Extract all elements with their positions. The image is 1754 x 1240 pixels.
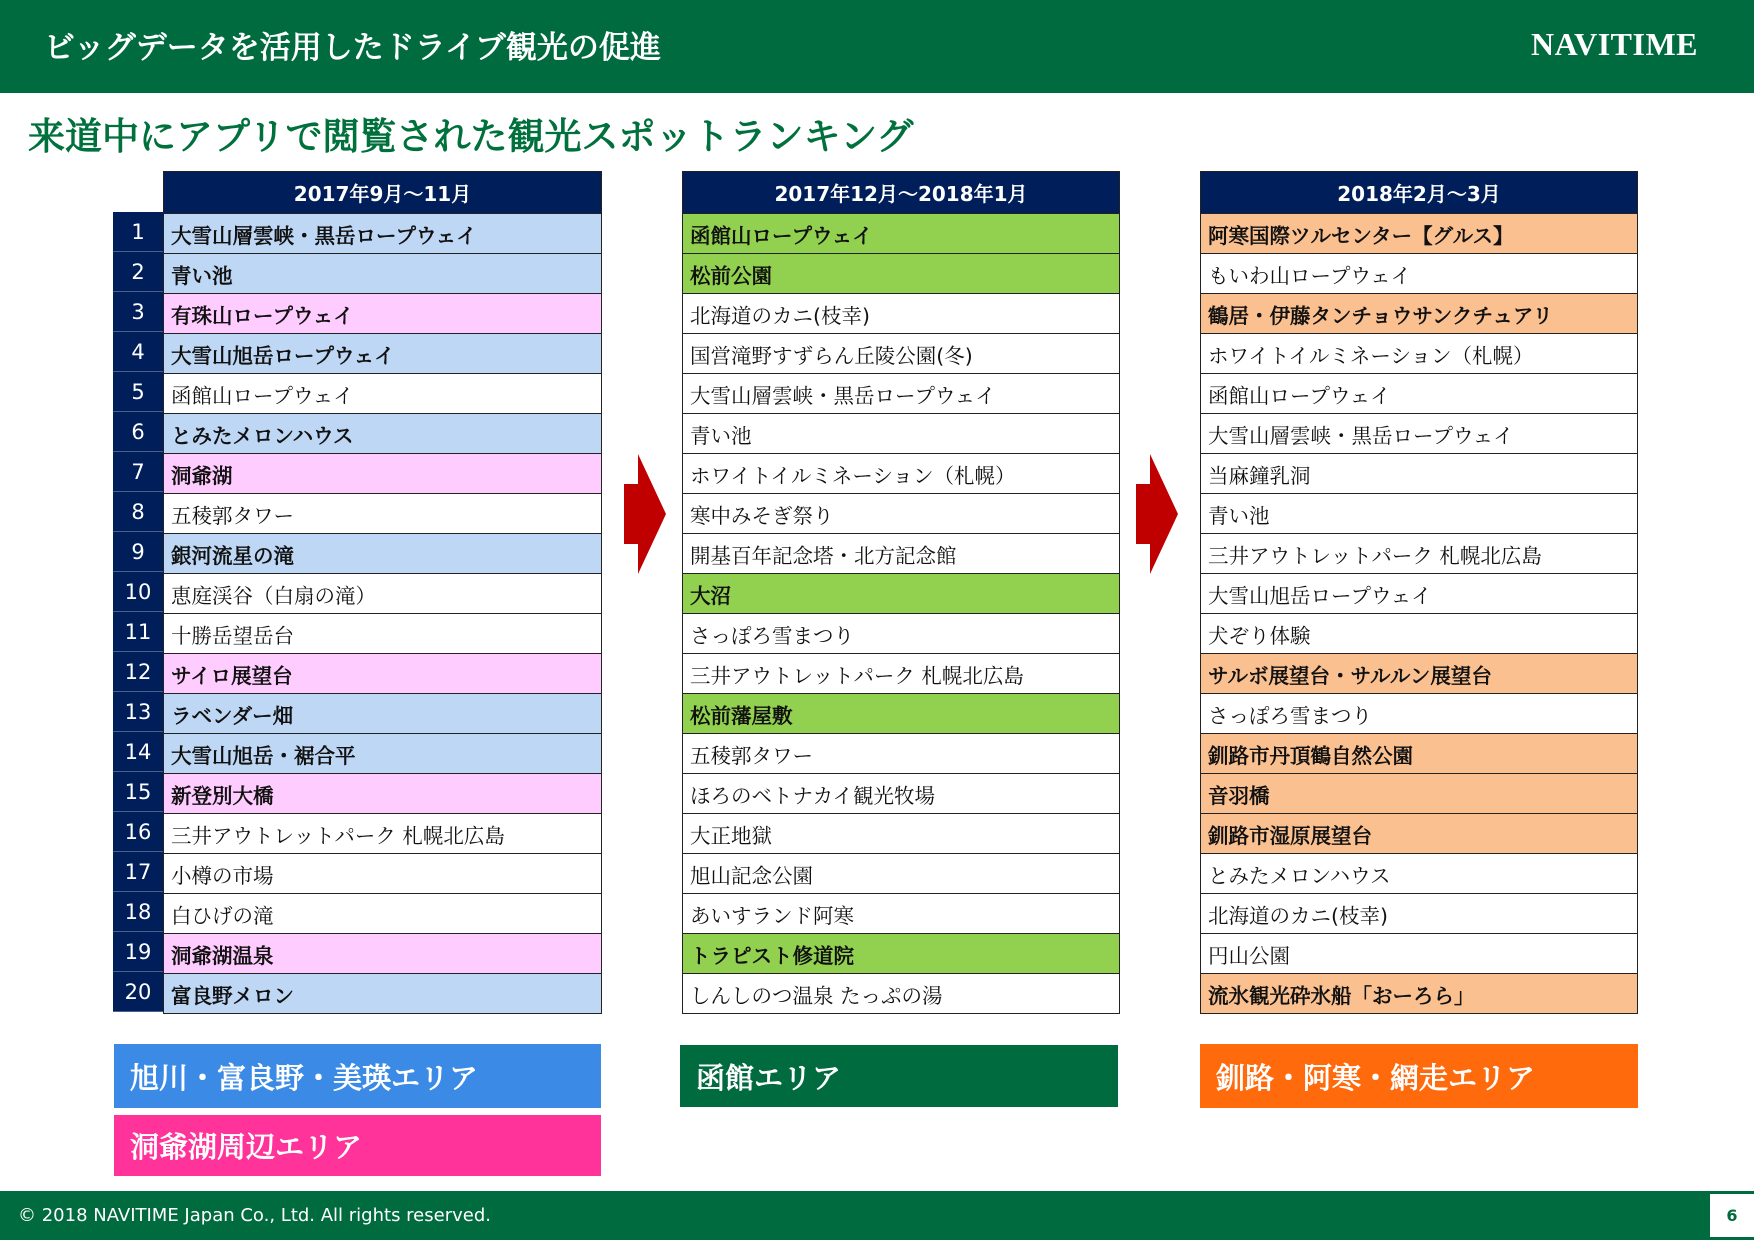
table-row: 有珠山ロープウェイ (164, 293, 601, 333)
rank-number: 15 (113, 772, 163, 812)
rank-number: 2 (113, 252, 163, 292)
rank-number: 4 (113, 332, 163, 372)
table-row: トラピスト修道院 (683, 933, 1119, 973)
rank-number: 14 (113, 732, 163, 772)
table-row: 恵庭渓谷（白扇の滝） (164, 573, 601, 613)
table-row: あいすランド阿寒 (683, 893, 1119, 933)
legend-kushiro-area: 釧路・阿寒・網走エリア (1200, 1044, 1638, 1108)
table-row: 三井アウトレットパーク 札幌北広島 (683, 653, 1119, 693)
table-row: 流氷観光砕氷船「おーろら」 (1201, 973, 1637, 1013)
ranking-table-2017-autumn (163, 171, 602, 1014)
table-row: 小樽の市場 (164, 853, 601, 893)
legend-toya-area: 洞爺湖周辺エリア (114, 1115, 601, 1176)
table-row: とみたメロンハウス (164, 413, 601, 453)
table-row: 犬ぞり体験 (1201, 613, 1637, 653)
table-row: 大雪山旭岳ロープウェイ (164, 333, 601, 373)
table-row: さっぽろ雪まつり (683, 613, 1119, 653)
header-bar (0, 0, 1754, 93)
table-row: 大雪山層雲峡・黒岳ロープウェイ (164, 213, 601, 253)
rank-number: 11 (113, 612, 163, 652)
table-period-header: 2017年9月～11月 (164, 172, 601, 213)
rank-column (113, 212, 163, 1012)
table-row: 北海道のカニ(枝幸) (1201, 893, 1637, 933)
table-row: 音羽橋 (1201, 773, 1637, 813)
rank-number: 1 (113, 212, 163, 252)
table-row: 函館山ロープウェイ (1201, 373, 1637, 413)
right-arrow-icon (1136, 454, 1178, 574)
table-period-header: 2017年12月～2018年1月 (683, 172, 1119, 213)
ranking-table-2018-spring (1200, 171, 1638, 1014)
table-row: ラベンダー畑 (164, 693, 601, 733)
table-row: 大雪山旭岳・裾合平 (164, 733, 601, 773)
table-row: 青い池 (1201, 493, 1637, 533)
table-row: 旭山記念公園 (683, 853, 1119, 893)
footer-bar (0, 1191, 1754, 1240)
navitime-logo: NAVITIME (1531, 26, 1698, 62)
section-subtitle: 来道中にアプリで閲覧された観光スポットランキング (28, 115, 914, 158)
page-title: ビッグデータを活用したドライブ観光の促進 (44, 30, 661, 66)
table-row: 三井アウトレットパーク 札幌北広島 (164, 813, 601, 853)
table-row: 松前藩屋敷 (683, 693, 1119, 733)
table-row: 白ひげの滝 (164, 893, 601, 933)
table-row: 新登別大橋 (164, 773, 601, 813)
table-row: 富良野メロン (164, 973, 601, 1013)
table-row: 青い池 (683, 413, 1119, 453)
table-row: 国営滝野すずらん丘陵公園(冬) (683, 333, 1119, 373)
table-row: 松前公園 (683, 253, 1119, 293)
table-row: 洞爺湖 (164, 453, 601, 493)
table-row: 大雪山層雲峡・黒岳ロープウェイ (1201, 413, 1637, 453)
rank-number: 6 (113, 412, 163, 452)
table-row: 銀河流星の滝 (164, 533, 601, 573)
rank-number: 10 (113, 572, 163, 612)
legend-hakodate-area: 函館エリア (680, 1045, 1118, 1107)
table-rows (1201, 213, 1637, 1013)
table-row: 開基百年記念塔・北方記念館 (683, 533, 1119, 573)
table-row: 阿寒国際ツルセンター【グルス】 (1201, 213, 1637, 253)
table-row: ほろのベトナカイ観光牧場 (683, 773, 1119, 813)
rank-number: 13 (113, 692, 163, 732)
table-row: とみたメロンハウス (1201, 853, 1637, 893)
table-row: 円山公園 (1201, 933, 1637, 973)
table-row: 青い池 (164, 253, 601, 293)
rank-number: 5 (113, 372, 163, 412)
table-row: 三井アウトレットパーク 札幌北広島 (1201, 533, 1637, 573)
table-row: 釧路市丹頂鶴自然公園 (1201, 733, 1637, 773)
table-row: 大雪山旭岳ロープウェイ (1201, 573, 1637, 613)
table-row: 鶴居・伊藤タンチョウサンクチュアリ (1201, 293, 1637, 333)
page-number: 6 (1710, 1194, 1754, 1237)
table-row: 十勝岳望岳台 (164, 613, 601, 653)
table-row: 五稜郭タワー (683, 733, 1119, 773)
table-row: 五稜郭タワー (164, 493, 601, 533)
legend-asahikawa-area: 旭川・富良野・美瑛エリア (114, 1044, 601, 1108)
rank-number: 3 (113, 292, 163, 332)
rank-number: 12 (113, 652, 163, 692)
table-row: 大雪山層雲峡・黒岳ロープウェイ (683, 373, 1119, 413)
rank-number: 9 (113, 532, 163, 572)
table-row: ホワイトイルミネーション（札幌） (1201, 333, 1637, 373)
table-row: 函館山ロープウェイ (164, 373, 601, 413)
table-row: 寒中みそぎ祭り (683, 493, 1119, 533)
copyright-text: © 2018 NAVITIME Japan Co., Ltd. All rights reserved. (18, 1205, 491, 1226)
table-row: 大沼 (683, 573, 1119, 613)
rank-number: 17 (113, 852, 163, 892)
rank-number: 20 (113, 972, 163, 1012)
table-row: サイロ展望台 (164, 653, 601, 693)
rank-number: 8 (113, 492, 163, 532)
table-rows (683, 213, 1119, 1013)
table-row: サルボ展望台・サルルン展望台 (1201, 653, 1637, 693)
table-row: 大正地獄 (683, 813, 1119, 853)
table-row: さっぽろ雪まつり (1201, 693, 1637, 733)
rank-number: 19 (113, 932, 163, 972)
table-row: 北海道のカニ(枝幸) (683, 293, 1119, 333)
table-row: 洞爺湖温泉 (164, 933, 601, 973)
table-period-header: 2018年2月～3月 (1201, 172, 1637, 213)
table-rows (164, 213, 601, 1013)
table-row: もいわ山ロープウェイ (1201, 253, 1637, 293)
rank-number: 16 (113, 812, 163, 852)
table-row: 函館山ロープウェイ (683, 213, 1119, 253)
table-row: 釧路市湿原展望台 (1201, 813, 1637, 853)
ranking-table-2017-winter (682, 171, 1120, 1014)
table-row: 当麻鐘乳洞 (1201, 453, 1637, 493)
right-arrow-icon (624, 454, 666, 574)
rank-number: 7 (113, 452, 163, 492)
table-row: ホワイトイルミネーション（札幌） (683, 453, 1119, 493)
rank-number: 18 (113, 892, 163, 932)
table-row: しんしのつ温泉 たっぷの湯 (683, 973, 1119, 1013)
